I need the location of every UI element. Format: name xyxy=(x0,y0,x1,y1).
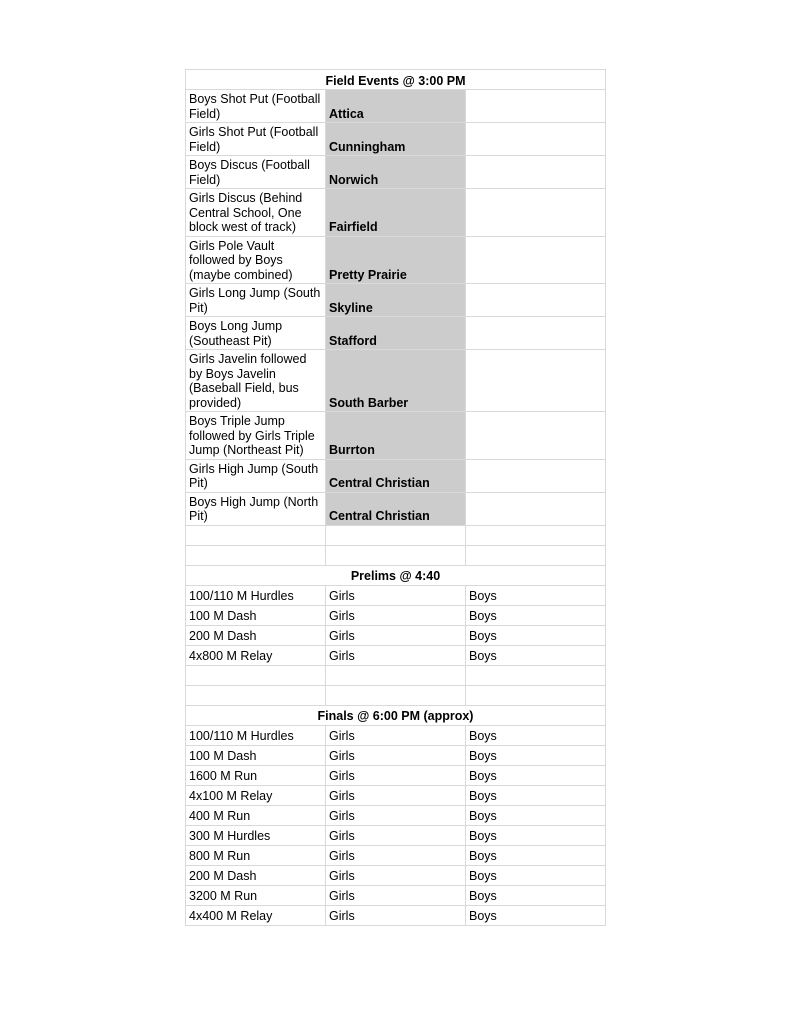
event-site: Stafford xyxy=(326,317,466,350)
empty-cell xyxy=(466,156,606,189)
girls-cell: Girls xyxy=(326,765,466,785)
table-row xyxy=(186,236,606,284)
table-row xyxy=(186,350,606,412)
girls-cell: Girls xyxy=(326,645,466,665)
boys-cell: Boys xyxy=(466,825,606,845)
event-name: Boys Discus (Football Field) xyxy=(186,156,326,189)
empty-cell xyxy=(186,685,326,705)
field-events-header: Field Events @ 3:00 PM xyxy=(186,70,606,90)
table-row xyxy=(186,845,606,865)
girls-cell: Girls xyxy=(326,905,466,925)
event-name: 100 M Dash xyxy=(186,605,326,625)
empty-cell xyxy=(466,317,606,350)
event-name: Boys Long Jump (Southeast Pit) xyxy=(186,317,326,350)
empty-cell xyxy=(466,236,606,284)
blank-row xyxy=(186,525,606,545)
empty-cell xyxy=(466,189,606,237)
event-name: Girls Discus (Behind Central School, One block west of track) xyxy=(186,189,326,237)
boys-cell: Boys xyxy=(466,805,606,825)
girls-cell: Girls xyxy=(326,585,466,605)
event-name: Girls High Jump (South Pit) xyxy=(186,459,326,492)
girls-cell: Girls xyxy=(326,865,466,885)
table-row xyxy=(186,189,606,237)
table-row xyxy=(186,625,606,645)
event-name: 3200 M Run xyxy=(186,885,326,905)
event-name: 100/110 M Hurdles xyxy=(186,585,326,605)
empty-cell xyxy=(186,665,326,685)
event-name: 1600 M Run xyxy=(186,765,326,785)
table-row xyxy=(186,645,606,665)
event-name: 4x400 M Relay xyxy=(186,905,326,925)
section-header-row xyxy=(186,565,606,585)
boys-cell: Boys xyxy=(466,625,606,645)
girls-cell: Girls xyxy=(326,805,466,825)
empty-cell xyxy=(466,350,606,412)
table-row xyxy=(186,765,606,785)
empty-cell xyxy=(466,90,606,123)
girls-cell: Girls xyxy=(326,745,466,765)
girls-cell: Girls xyxy=(326,605,466,625)
boys-cell: Boys xyxy=(466,765,606,785)
boys-cell: Boys xyxy=(466,745,606,765)
event-name: 4x800 M Relay xyxy=(186,645,326,665)
table-row xyxy=(186,459,606,492)
boys-cell: Boys xyxy=(466,845,606,865)
event-site: South Barber xyxy=(326,350,466,412)
empty-cell xyxy=(466,685,606,705)
empty-cell xyxy=(466,545,606,565)
table-row xyxy=(186,745,606,765)
event-name: 4x100 M Relay xyxy=(186,785,326,805)
empty-cell xyxy=(326,545,466,565)
empty-cell xyxy=(326,665,466,685)
table-row xyxy=(186,156,606,189)
event-name: Girls Long Jump (South Pit) xyxy=(186,284,326,317)
event-site: Cunningham xyxy=(326,123,466,156)
empty-cell xyxy=(466,123,606,156)
finals-header: Finals @ 6:00 PM (approx) xyxy=(186,705,606,725)
girls-cell: Girls xyxy=(326,845,466,865)
event-name: Boys High Jump (North Pit) xyxy=(186,492,326,525)
boys-cell: Boys xyxy=(466,585,606,605)
girls-cell: Girls xyxy=(326,785,466,805)
event-site: Central Christian xyxy=(326,459,466,492)
event-name: 100 M Dash xyxy=(186,745,326,765)
blank-row xyxy=(186,685,606,705)
table-row xyxy=(186,865,606,885)
boys-cell: Boys xyxy=(466,645,606,665)
boys-cell: Boys xyxy=(466,785,606,805)
event-site: Attica xyxy=(326,90,466,123)
empty-cell xyxy=(466,492,606,525)
boys-cell: Boys xyxy=(466,865,606,885)
event-name: 200 M Dash xyxy=(186,865,326,885)
boys-cell: Boys xyxy=(466,885,606,905)
table-row xyxy=(186,284,606,317)
event-name: 200 M Dash xyxy=(186,625,326,645)
schedule-table xyxy=(185,69,606,926)
empty-cell xyxy=(326,525,466,545)
event-name: Girls Pole Vault followed by Boys (maybe combined) xyxy=(186,236,326,284)
table-row xyxy=(186,317,606,350)
section-header-row xyxy=(186,70,606,90)
prelims-header: Prelims @ 4:40 xyxy=(186,565,606,585)
girls-cell: Girls xyxy=(326,885,466,905)
event-name: 300 M Hurdles xyxy=(186,825,326,845)
table-row xyxy=(186,412,606,460)
empty-cell xyxy=(466,459,606,492)
event-name: 800 M Run xyxy=(186,845,326,865)
event-name: Boys Triple Jump followed by Girls Triple Jump (Northeast Pit) xyxy=(186,412,326,460)
table-row xyxy=(186,885,606,905)
empty-cell xyxy=(466,665,606,685)
table-row xyxy=(186,785,606,805)
event-name: 100/110 M Hurdles xyxy=(186,725,326,745)
empty-cell xyxy=(466,284,606,317)
girls-cell: Girls xyxy=(326,625,466,645)
girls-cell: Girls xyxy=(326,725,466,745)
blank-row xyxy=(186,665,606,685)
table-row xyxy=(186,585,606,605)
table-row xyxy=(186,492,606,525)
event-name: Girls Javelin followed by Boys Javelin (Baseball Field, bus provided) xyxy=(186,350,326,412)
empty-cell xyxy=(466,412,606,460)
event-site: Skyline xyxy=(326,284,466,317)
boys-cell: Boys xyxy=(466,725,606,745)
event-name: 400 M Run xyxy=(186,805,326,825)
event-name: Girls Shot Put (Football Field) xyxy=(186,123,326,156)
event-name: Boys Shot Put (Football Field) xyxy=(186,90,326,123)
empty-cell xyxy=(186,545,326,565)
section-header-row xyxy=(186,705,606,725)
empty-cell xyxy=(326,685,466,705)
event-site: Burrton xyxy=(326,412,466,460)
boys-cell: Boys xyxy=(466,905,606,925)
boys-cell: Boys xyxy=(466,605,606,625)
table-row xyxy=(186,90,606,123)
table-row xyxy=(186,123,606,156)
empty-cell xyxy=(466,525,606,545)
girls-cell: Girls xyxy=(326,825,466,845)
table-row xyxy=(186,725,606,745)
blank-row xyxy=(186,545,606,565)
table-row xyxy=(186,905,606,925)
table-row xyxy=(186,805,606,825)
table-row xyxy=(186,605,606,625)
event-site: Pretty Prairie xyxy=(326,236,466,284)
empty-cell xyxy=(186,525,326,545)
event-site: Central Christian xyxy=(326,492,466,525)
event-site: Norwich xyxy=(326,156,466,189)
event-site: Fairfield xyxy=(326,189,466,237)
table-row xyxy=(186,825,606,845)
